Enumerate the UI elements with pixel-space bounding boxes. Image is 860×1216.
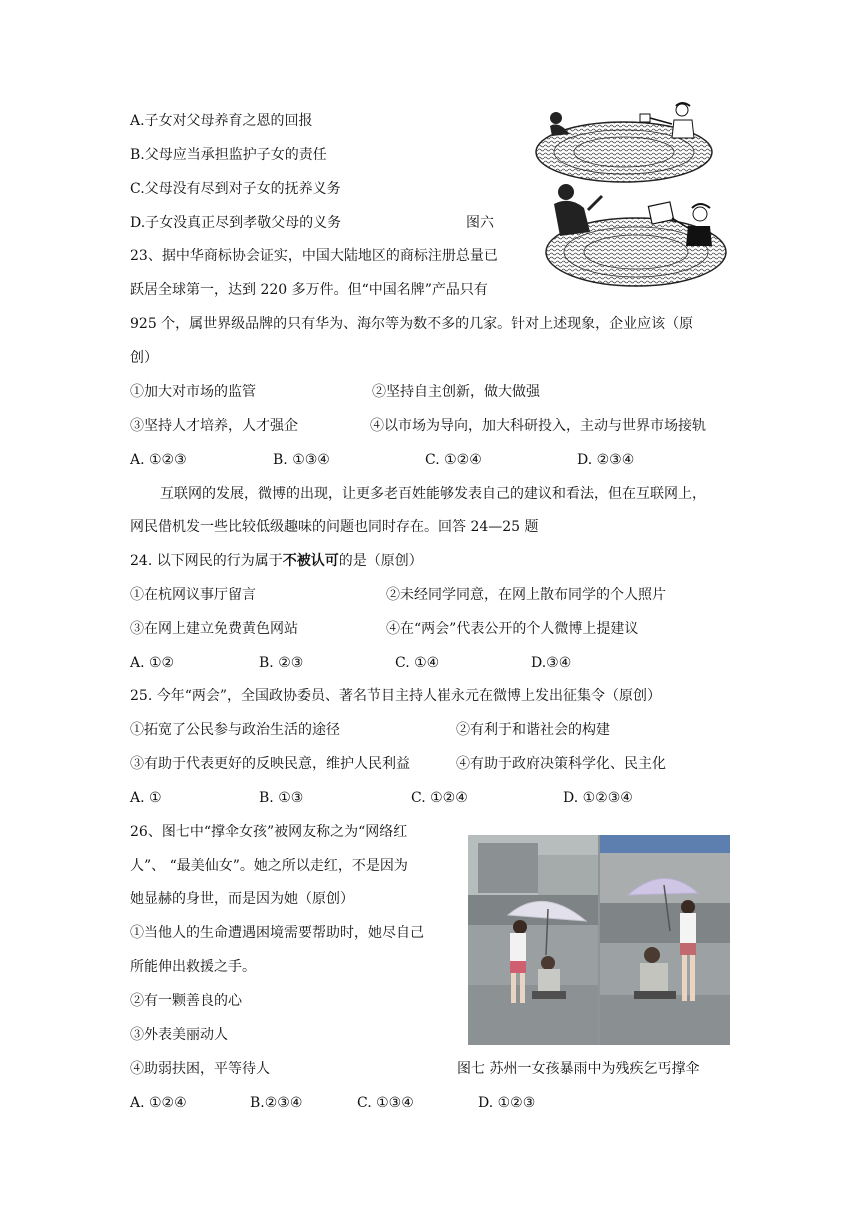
q23-stem-line2: 跃居全球第一，达到 220 多万件。但“中国名牌”产品只有 (130, 282, 488, 298)
q24-stem-prefix: 24. 以下网民的行为属于 (130, 553, 283, 569)
q23-option-b: B. ①③④ (273, 452, 330, 468)
q25-item-3: ③有助于代表更好的反映民意，维护人民利益 (130, 756, 410, 772)
q26-item-2: ②有一颗善良的心 (130, 993, 242, 1009)
q24-option-a: A. ①② (130, 655, 175, 671)
q23-option-a: A. ①②③ (130, 452, 187, 468)
q25-option-c: C. ①②④ (411, 790, 468, 806)
figure-parent-top (550, 112, 570, 136)
q24-item-3: ③在网上建立免费黄色网站 (130, 621, 298, 637)
q24-option-b: B. ②③ (259, 655, 304, 671)
q25-option-a: A. ① (130, 790, 162, 806)
q26-option-c: C. ①③④ (357, 1095, 414, 1111)
q25-option-d: D. ①②③④ (563, 790, 633, 806)
intro-line1: 互联网的发展，微博的出现，让更多老百姓能够发表自己的建议和看法，但在互联网上， (160, 486, 706, 502)
q23-item-2: ②坚持自主创新，做大做强 (372, 384, 540, 400)
q25-option-b: B. ①③ (259, 790, 304, 806)
q23-item-1: ①加大对市场的监管 (130, 384, 256, 400)
q22-option-d: D.子女没真正尽到孝敬父母的义务 (130, 215, 342, 231)
q26-item-4: ④助弱扶困，平等待人 (130, 1061, 270, 1077)
q22-option-a: A.子女对父母养育之恩的回报 (130, 113, 313, 129)
figure-7-caption: 图七 苏州一女孩暴雨中为残疾乞丐撑伞 (457, 1061, 700, 1077)
q23-option-c: C. ①②④ (425, 452, 482, 468)
figure-6-cartoon (532, 100, 728, 292)
q26-option-d: D. ①②③ (478, 1095, 536, 1111)
q25-stem: 25. 今年“两会”，全国政协委员、著名节目主持人崔永元在微博上发出征集令（原创） (130, 688, 662, 704)
q24-item-4: ④在“两会”代表公开的个人微博上提建议 (386, 621, 639, 637)
figure-7-photos (468, 835, 730, 1045)
q24-option-c: C. ①④ (395, 655, 440, 671)
q26-item-3: ③外表美丽动人 (130, 1027, 228, 1043)
q22-option-c: C.父母没有尽到对子女的抚养义务 (130, 181, 341, 197)
figure-6-label: 图六 (466, 215, 494, 231)
q24-stem-emphasis: 不被认可 (282, 553, 339, 569)
q22-option-b: B.父母应当承担监护子女的责任 (130, 147, 327, 163)
q26-item-1a: ①当他人的生命遭遇困境需要帮助时，她尽自己 (130, 925, 424, 941)
q25-item-2: ②有利于和谐社会的构建 (456, 722, 610, 738)
q24-item-1: ①在杭网议事厅留言 (130, 587, 256, 603)
q26-item-1b: 所能伸出救援之手。 (130, 959, 256, 975)
q24-item-2: ②未经同学同意，在网上散布同学的个人照片 (386, 587, 666, 603)
intro-line2: 网民借机发一些比较低级趣味的问题也同时存在。回答 24—25 题 (130, 519, 539, 535)
q23-item-3: ③坚持人才培养，人才强企 (130, 418, 298, 434)
q26-option-b: B.②③④ (250, 1095, 303, 1111)
q26-stem-line2: 人”、 “最美仙女”。她之所以走红，不是因为 (130, 858, 408, 874)
photo-right (600, 835, 730, 1045)
q24-option-d: D.③④ (531, 655, 572, 671)
q23-stem-line3: 925 个，属世界级品牌的只有华为、海尔等为数不多的几家。针对上述现象，企业应该（原 (130, 316, 694, 332)
q25-item-4: ④有助于政府决策科学化、民主化 (456, 756, 666, 772)
q26-stem-line1: 26、图七中“撑伞女孩”被网友称之为“网络红 (130, 824, 408, 840)
q23-stem-line1: 23、据中华商标协会证实，中国大陆地区的商标注册总量已 (130, 248, 498, 264)
q23-option-d: D. ②③④ (577, 452, 635, 468)
q24-stem-suffix: 的是（原创） (338, 553, 423, 569)
q23-stem-line4: 创） (130, 350, 158, 366)
photo-left (468, 835, 598, 1045)
q23-item-4: ④以市场为导向，加大科研投入，主动与世界市场接轨 (370, 418, 706, 434)
q24-stem (130, 551, 423, 571)
q26-option-a: A. ①②④ (130, 1095, 187, 1111)
q25-item-1: ①拓宽了公民参与政治生活的途径 (130, 722, 340, 738)
q26-stem-line3: 她显赫的身世，而是因为她（原创） (130, 891, 354, 907)
